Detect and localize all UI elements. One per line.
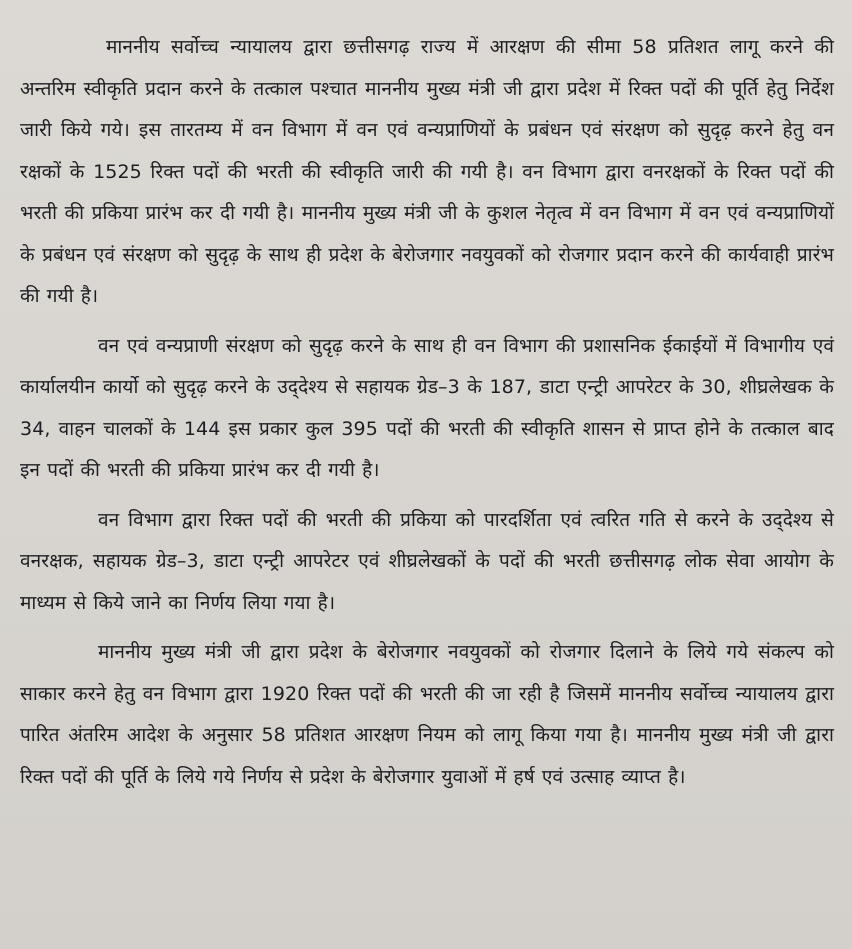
paragraph-3: वन विभाग द्वारा रिक्त पदों की भरती की प्रकिया को पारदर्शिता एवं त्वरित गति से करने के उद्‌देश्य से वनरक्षक, सहायक ग्रेड–3, डाटा एन्ट्री आपरेटर एवं शीघ्रलेखकों के पदों की भरती छत्तीसगढ़ लोक सेवा आयोग के माध्यम से किये जाने का निर्णय लिया गया है। — [20, 508, 834, 614]
paragraph-1: माननीय सर्वोच्च न्यायालय द्वारा छत्तीसगढ़ राज्य में आरक्षण की सीमा 58 प्रतिशत लागू करने की अन्तरिम स्वीकृति प्रदान करने के तत्काल पश्चात माननीय मुख्य मंत्री जी द्वारा प्रदेश में रिक्त पदों की पूर्ति हेतु निर्देश जारी किये गये। इस तारतम्य में वन विभाग में वन एवं वन्यप्राणियों के प्रबंधन एवं संरक्षण को सुदृढ़ करने हेतु वन रक्षकों के 1525 रिक्त पदों की भरती की स्वीकृति जारी की गयी है। वन विभाग द्वारा वनरक्षकों के रिक्त पदों की भरती की प्रकिया प्रारंभ कर दी गयी है। माननीय मुख्य मंत्री जी के कुशल नेतृत्व में वन विभाग में वन एवं वन्यप्राणियों के प्रबंधन एवं संरक्षण को सुदृढ़ के साथ ही प्रदेश के बेरोजगार नवयुवकों को रोजगार प्रदान करने की कार्यवाही प्रारंभ की गयी है। — [20, 36, 834, 307]
paragraph-4: माननीय मुख्य मंत्री जी द्वारा प्रदेश के बेरोजगार नवयुवकों को रोजगार दिलाने के लिये गये संकल्प को साकार करने हेतु वन विभाग द्वारा 1920 रिक्त पदों की भरती की जा रही है जिसमें माननीय सर्वोच्च न्यायालय द्वारा पारित अंतरिम आदेश के अनुसार 58 प्रतिशत आरक्षण नियम को लागू किया गया है। माननीय मुख्य मंत्री जी द्वारा रिक्त पदों की पूर्ति के लिये गये निर्णय से प्रदेश के बेरोजगार युवाओं में हर्ष एवं उत्साह व्याप्त है। — [20, 641, 834, 788]
paragraph-2: वन एवं वन्यप्राणी संरक्षण को सुदृढ़ करने के साथ ही वन विभाग की प्रशासनिक ईकाईयों में विभागीय एवं कार्यालयीन कार्यो को सुदृढ़ करने के उद्‌देश्य से सहायक ग्रेड–3 के 187, डाटा एन्ट्री आपरेटर के 30, शीघ्रलेखक के 34, वाहन चालकों के 144 इस प्रकार कुल 395 पदों की भरती की स्वीकृति शासन से प्राप्त होने के तत्काल बाद इन पदों की भरती की प्रकिया प्रारंभ कर दी गयी है। — [20, 334, 834, 481]
